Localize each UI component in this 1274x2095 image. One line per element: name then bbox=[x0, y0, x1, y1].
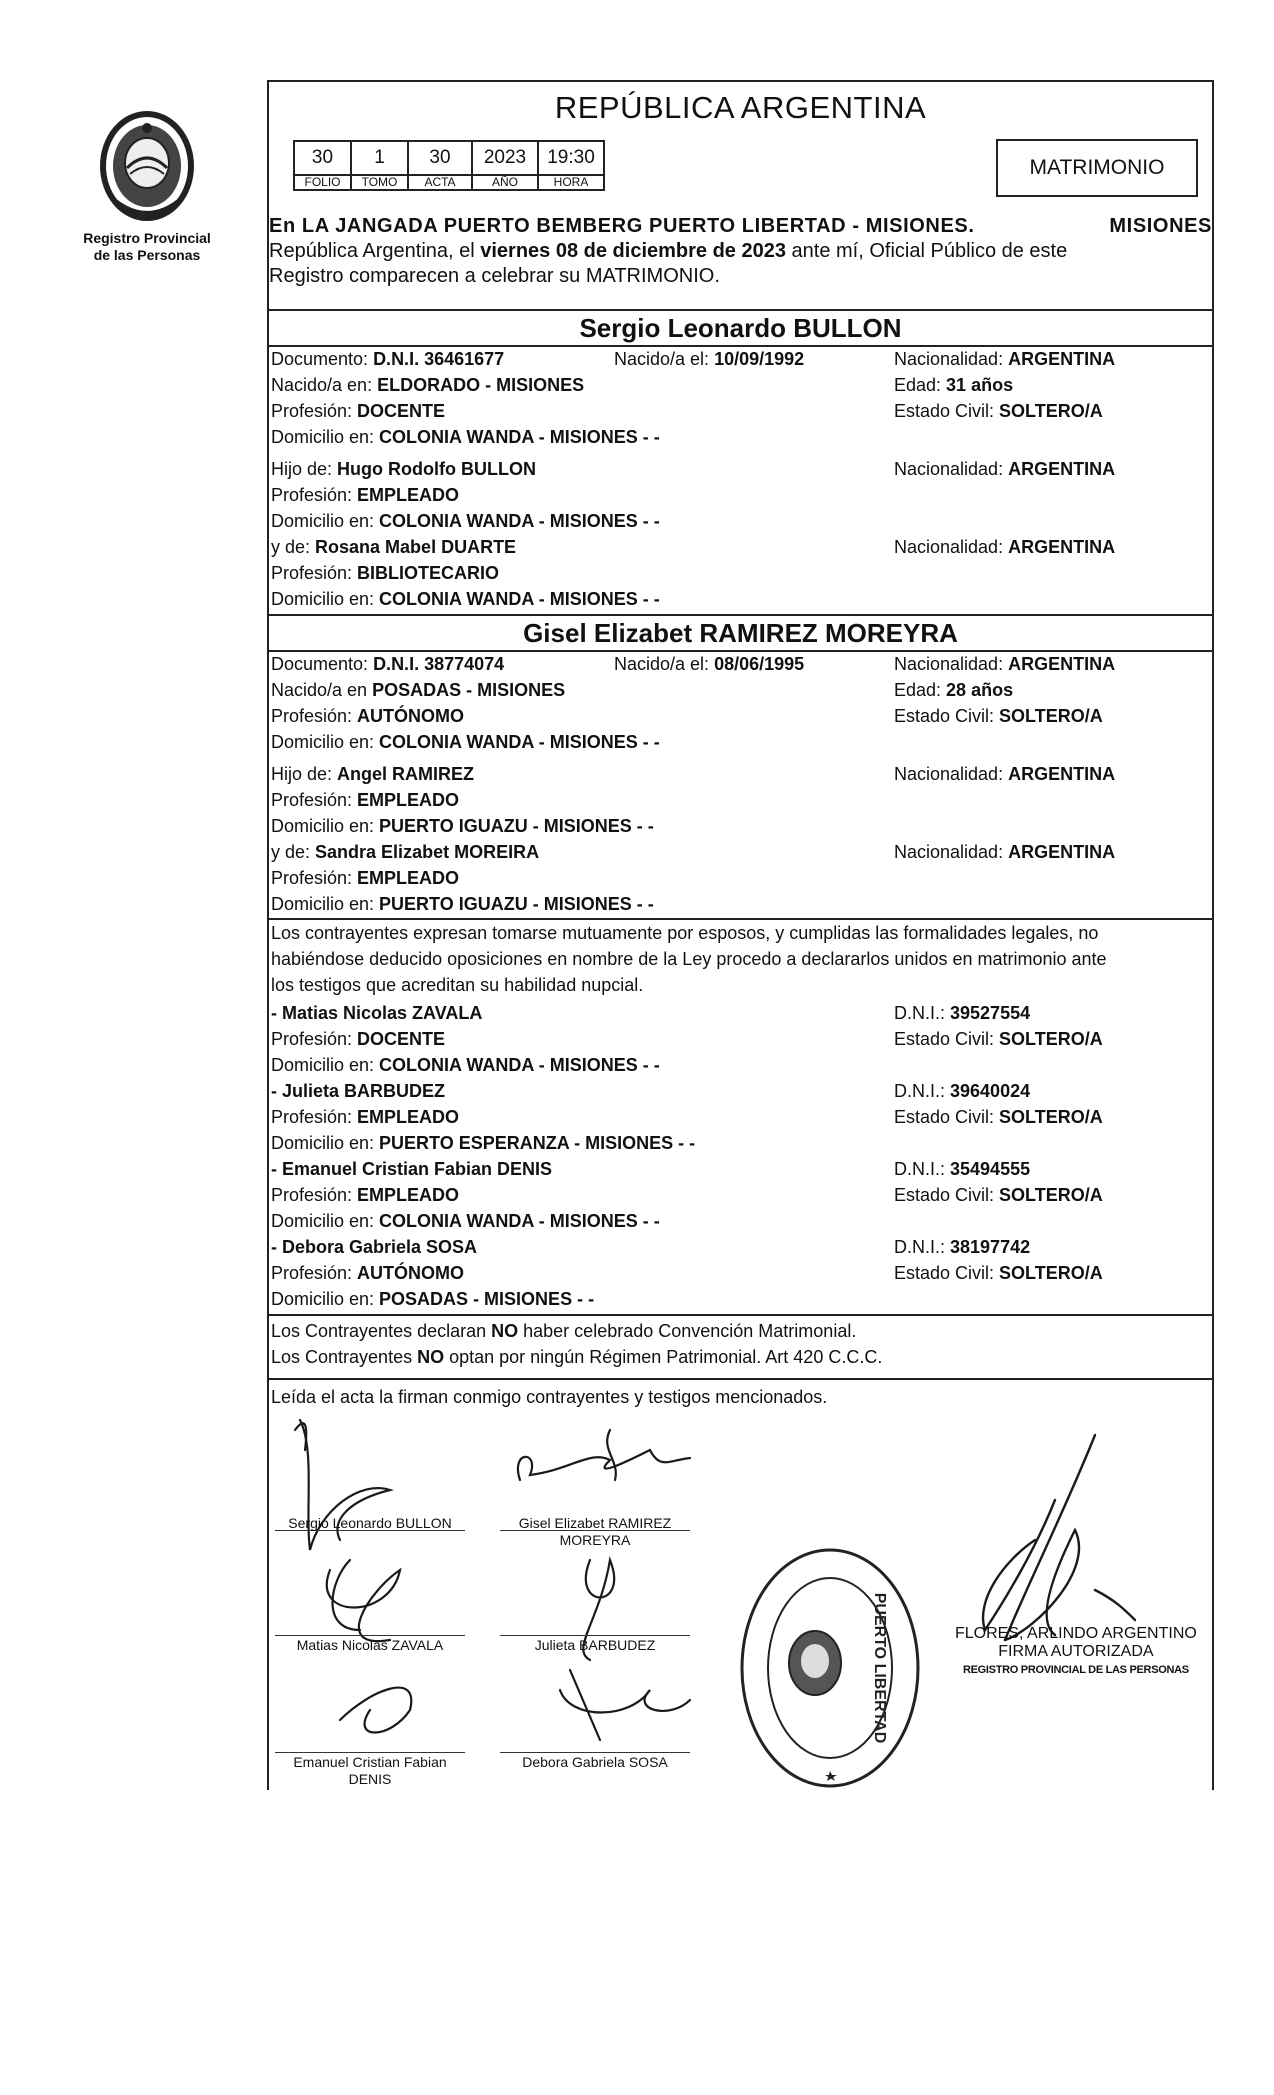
spouse-1-mother-address: COLONIA WANDA - MISIONES - - bbox=[379, 589, 660, 609]
label: Estado Civil: bbox=[894, 401, 1000, 421]
label: Edad: bbox=[894, 680, 947, 700]
label: y de: bbox=[271, 842, 316, 862]
witness-1-address-row bbox=[269, 1052, 1212, 1078]
intro-paragraph bbox=[269, 214, 1212, 289]
spouse-2-father-nationality: ARGENTINA bbox=[1008, 764, 1116, 784]
label: Estado Civil: bbox=[894, 1107, 1000, 1127]
spouse-2-row-1 bbox=[269, 651, 1212, 677]
label: Hijo de: bbox=[271, 764, 338, 784]
label: Nacionalidad: bbox=[894, 537, 1009, 557]
witness-4-profession-row bbox=[269, 1260, 1212, 1286]
intro-line-3: Registro comparecen a celebrar su MATRIMONIO. bbox=[269, 265, 720, 287]
spouse-1-age: 31 años bbox=[946, 375, 1014, 395]
spouse-1-birthplace: ELDORADO - MISIONES bbox=[377, 375, 585, 395]
spouse-2-father-address: PUERTO IGUAZU - MISIONES - - bbox=[379, 816, 654, 836]
label: Documento: bbox=[271, 349, 374, 369]
label: Profesión: bbox=[271, 1185, 358, 1205]
signature-line bbox=[500, 1752, 690, 1753]
registry-logo bbox=[72, 108, 222, 264]
witness-1-profession-row bbox=[269, 1026, 1212, 1052]
spouse-2-mother-address-row bbox=[269, 891, 1212, 917]
signature-label-spouse-2-line-1: Gisel Elizabet RAMIREZ bbox=[518, 1515, 672, 1531]
label: D.N.I.: bbox=[894, 1081, 951, 1101]
witness-3-address-row bbox=[269, 1208, 1212, 1234]
text-emphasis: NO bbox=[491, 1321, 519, 1341]
signature-label-witness-3-line-1: Emanuel Cristian Fabian bbox=[293, 1754, 447, 1770]
witness-2-address: PUERTO ESPERANZA - MISIONES - - bbox=[379, 1133, 696, 1153]
label: Domicilio en: bbox=[271, 589, 380, 609]
spouse-1-father-row bbox=[269, 456, 1212, 482]
spouse-1-profession: DOCENTE bbox=[357, 401, 446, 421]
registry-caption-line-1: Registro Provincial bbox=[83, 230, 211, 246]
spouse-1-father-address-row bbox=[269, 508, 1212, 534]
spouse-2-age: 28 años bbox=[946, 680, 1014, 700]
witness-4-name: - Debora Gabriela SOSA bbox=[271, 1237, 478, 1257]
label: D.N.I.: bbox=[894, 1237, 951, 1257]
label: Profesión: bbox=[271, 1107, 358, 1127]
signature-label-witness-3 bbox=[275, 1754, 465, 1788]
label: Domicilio en: bbox=[271, 427, 380, 447]
provincial-seal-icon bbox=[92, 108, 202, 226]
acta-label: ACTA bbox=[408, 175, 472, 190]
spouse-1-mother-profession: BIBLIOTECARIO bbox=[357, 563, 500, 583]
spouse-2-address: COLONIA WANDA - MISIONES - - bbox=[379, 732, 660, 752]
signature-label-spouse-2 bbox=[500, 1515, 690, 1549]
official-name: FLORES, ARLINDO ARGENTINO bbox=[955, 1625, 1197, 1642]
convention-statement-1 bbox=[271, 1318, 1211, 1344]
tomo-value: 1 bbox=[351, 141, 408, 175]
label: Domicilio en: bbox=[271, 816, 380, 836]
text: haber celebrado Convención Matrimonial. bbox=[518, 1321, 857, 1341]
label: Domicilio en: bbox=[271, 1055, 380, 1075]
spouse-1-nationality: ARGENTINA bbox=[1008, 349, 1116, 369]
label: Nacionalidad: bbox=[894, 654, 1009, 674]
reading-statement: Leída el acta la firman conmigo contrayentes y testigos mencionados. bbox=[271, 1387, 828, 1407]
spouse-2-mother-name: Sandra Elizabet MOREIRA bbox=[315, 842, 540, 862]
spouse-2-profession: AUTÓNOMO bbox=[357, 706, 465, 726]
folio-label: FOLIO bbox=[294, 175, 351, 190]
label: Estado Civil: bbox=[894, 1029, 1000, 1049]
hora-label: HORA bbox=[538, 175, 604, 190]
witness-1-name: - Matias Nicolas ZAVALA bbox=[271, 1003, 483, 1023]
witness-3-profession-row bbox=[269, 1182, 1212, 1208]
spouse-2-mother-address: PUERTO IGUAZU - MISIONES - - bbox=[379, 894, 654, 914]
witness-1-profession: DOCENTE bbox=[357, 1029, 446, 1049]
witness-2-dni: 39640024 bbox=[950, 1081, 1031, 1101]
folio-value: 30 bbox=[294, 141, 351, 175]
intro-line-2 bbox=[269, 239, 1212, 264]
text: Los Contrayentes declaran bbox=[271, 1321, 492, 1341]
spouse-2-row-2 bbox=[269, 677, 1212, 703]
spouse-2-mother-profession: EMPLEADO bbox=[357, 868, 460, 888]
spouse-2-document: D.N.I. 38774074 bbox=[373, 654, 505, 674]
convention-statement-2 bbox=[271, 1344, 1211, 1370]
witness-2-address-row bbox=[269, 1130, 1212, 1156]
spouse-1-name: Sergio Leonardo BULLON bbox=[269, 309, 1212, 347]
label: Profesión: bbox=[271, 1029, 358, 1049]
label: Domicilio en: bbox=[271, 1133, 380, 1153]
spouse-2-birthplace: POSADAS - MISIONES bbox=[372, 680, 566, 700]
spouse-1-father-address: COLONIA WANDA - MISIONES - - bbox=[379, 511, 660, 531]
witness-3-name: - Emanuel Cristian Fabian DENIS bbox=[271, 1159, 553, 1179]
label: Estado Civil: bbox=[894, 1263, 1000, 1283]
official-role: FIRMA AUTORIZADA bbox=[998, 1643, 1154, 1660]
label: Estado Civil: bbox=[894, 706, 1000, 726]
spouse-2-father-name: Angel RAMIREZ bbox=[337, 764, 475, 784]
spouse-1-father-profession: EMPLEADO bbox=[357, 485, 460, 505]
witness-4-dni: 38197742 bbox=[950, 1237, 1031, 1257]
label: Domicilio en: bbox=[271, 732, 380, 752]
label: Profesión: bbox=[271, 790, 358, 810]
witness-3-profession: EMPLEADO bbox=[357, 1185, 460, 1205]
label: Domicilio en: bbox=[271, 1211, 380, 1231]
divider bbox=[269, 1314, 1212, 1316]
label: Nacionalidad: bbox=[894, 842, 1009, 862]
spouse-1-address: COLONIA WANDA - MISIONES - - bbox=[379, 427, 660, 447]
spouse-2-row-3 bbox=[269, 703, 1212, 729]
label: Profesión: bbox=[271, 706, 358, 726]
witness-1-civil-status: SOLTERO/A bbox=[999, 1029, 1103, 1049]
spouse-1-document: D.N.I. 36461677 bbox=[373, 349, 505, 369]
spouse-1-father-profession-row bbox=[269, 482, 1212, 508]
declaration-line-3: los testigos que acreditan su habilidad nupcial. bbox=[271, 975, 644, 995]
text-emphasis: NO bbox=[417, 1347, 445, 1367]
spouse-2-father-profession-row bbox=[269, 787, 1212, 813]
text: Los Contrayentes bbox=[271, 1347, 418, 1367]
label: Documento: bbox=[271, 654, 374, 674]
spouse-2-mother-profession-row bbox=[269, 865, 1212, 891]
spouse-1-mother-nationality: ARGENTINA bbox=[1008, 537, 1116, 557]
witness-3-row bbox=[269, 1156, 1212, 1182]
spouse-1-father-name: Hugo Rodolfo BULLON bbox=[337, 459, 536, 479]
declaration-line-2: habiéndose deducido oposiciones en nombre de la Ley procedo a declararlos unidos en matrimonio ante bbox=[271, 949, 1107, 969]
text: optan por ningún Régimen Patrimonial. Art 420 C.C.C. bbox=[444, 1347, 883, 1367]
ano-label: AÑO bbox=[472, 175, 538, 190]
spouse-2-father-row bbox=[269, 761, 1212, 787]
act-type-box: MATRIMONIO bbox=[996, 139, 1198, 197]
divider bbox=[269, 1378, 1212, 1380]
witness-3-civil-status: SOLTERO/A bbox=[999, 1185, 1103, 1205]
signature-label-spouse-1: Sergio Leonardo BULLON bbox=[288, 1515, 452, 1531]
label: Nacido/a el: bbox=[614, 654, 715, 674]
spouse-2-mother-nationality: ARGENTINA bbox=[1008, 842, 1116, 862]
label: Profesión: bbox=[271, 485, 358, 505]
label: Estado Civil: bbox=[894, 1185, 1000, 1205]
intro-location: En LA JANGADA PUERTO BEMBERG PUERTO LIBERTAD - MISIONES. bbox=[269, 215, 975, 237]
label: Profesión: bbox=[271, 1263, 358, 1283]
spouse-1-mother-address-row bbox=[269, 586, 1212, 612]
spouse-1-mother-name: Rosana Mabel DUARTE bbox=[315, 537, 517, 557]
spouse-2-mother-row bbox=[269, 839, 1212, 865]
witness-4-row bbox=[269, 1234, 1212, 1260]
label: Profesión: bbox=[271, 401, 358, 421]
label: Domicilio en: bbox=[271, 1289, 380, 1309]
intro-text-2: ante mí, Oficial Público de este bbox=[785, 240, 1068, 262]
label: Profesión: bbox=[271, 868, 358, 888]
label: Edad: bbox=[894, 375, 947, 395]
label: Nacionalidad: bbox=[894, 764, 1009, 784]
declaration-paragraph bbox=[271, 920, 1211, 998]
witness-4-profession: AUTÓNOMO bbox=[357, 1263, 465, 1283]
intro-text: República Argentina, el bbox=[269, 240, 481, 262]
label: Nacionalidad: bbox=[894, 459, 1009, 479]
label: Nacido/a en bbox=[271, 680, 373, 700]
spouse-1-row-3 bbox=[269, 398, 1212, 424]
spouse-2-nationality: ARGENTINA bbox=[1008, 654, 1116, 674]
label: y de: bbox=[271, 537, 316, 557]
witness-2-civil-status: SOLTERO/A bbox=[999, 1107, 1103, 1127]
witness-3-dni: 35494555 bbox=[950, 1159, 1031, 1179]
signature-line bbox=[275, 1635, 465, 1636]
intro-line-1 bbox=[269, 214, 1212, 239]
acta-value: 30 bbox=[408, 141, 472, 175]
spouse-1-row-1 bbox=[269, 346, 1212, 372]
intro-date: viernes 08 de diciembre de 2023 bbox=[480, 240, 786, 262]
spouse-2-birthdate: 08/06/1995 bbox=[714, 654, 805, 674]
spouse-2-father-address-row bbox=[269, 813, 1212, 839]
registry-stamp-icon bbox=[735, 1543, 925, 1793]
spouse-2-father-profession: EMPLEADO bbox=[357, 790, 460, 810]
label: Profesión: bbox=[271, 563, 358, 583]
label: Nacido/a en: bbox=[271, 375, 378, 395]
label: Domicilio en: bbox=[271, 894, 380, 914]
authorized-official bbox=[955, 1625, 1197, 1679]
witness-2-row bbox=[269, 1078, 1212, 1104]
spouse-2-name: Gisel Elizabet RAMIREZ MOREYRA bbox=[269, 614, 1212, 652]
spouse-1-mother-row bbox=[269, 534, 1212, 560]
official-registry: REGISTRO PROVINCIAL DE LAS PERSONAS bbox=[962, 1664, 1189, 1676]
registry-caption-line-2: de las Personas bbox=[93, 247, 201, 263]
witness-2-profession: EMPLEADO bbox=[357, 1107, 460, 1127]
record-reference-table bbox=[293, 140, 605, 191]
witness-1-row bbox=[269, 1000, 1212, 1026]
signature-label-witness-1: Matias Nicolas ZAVALA bbox=[296, 1637, 444, 1653]
spouse-1-row-4 bbox=[269, 424, 1212, 450]
witness-1-dni: 39527554 bbox=[950, 1003, 1031, 1023]
label: Nacido/a el: bbox=[614, 349, 715, 369]
declaration-line-1: Los contrayentes expresan tomarse mutuamente por esposos, y cumplidas las formalidades legales, no bbox=[271, 923, 1099, 943]
signature-line bbox=[275, 1752, 465, 1753]
label: D.N.I.: bbox=[894, 1159, 951, 1179]
witness-4-civil-status: SOLTERO/A bbox=[999, 1263, 1103, 1283]
spouse-1-civil-status: SOLTERO/A bbox=[999, 401, 1103, 421]
hora-value: 19:30 bbox=[538, 141, 604, 175]
spouse-1-father-nationality: ARGENTINA bbox=[1008, 459, 1116, 479]
registry-caption bbox=[72, 230, 222, 264]
ano-value: 2023 bbox=[472, 141, 538, 175]
witness-2-profession-row bbox=[269, 1104, 1212, 1130]
signature-label-witness-3-line-2: DENIS bbox=[348, 1771, 392, 1787]
signature-label-witness-4: Debora Gabriela SOSA bbox=[522, 1754, 668, 1770]
document-title: REPÚBLICA ARGENTINA bbox=[554, 90, 927, 125]
signature-label-spouse-2-line-2: MOREYRA bbox=[559, 1532, 631, 1548]
spouse-2-civil-status: SOLTERO/A bbox=[999, 706, 1103, 726]
label: Nacionalidad: bbox=[894, 349, 1009, 369]
intro-province: MISIONES bbox=[1109, 215, 1212, 237]
label: D.N.I.: bbox=[894, 1003, 951, 1023]
spouse-1-birthdate: 10/09/1992 bbox=[714, 349, 805, 369]
spouse-2-row-4 bbox=[269, 729, 1212, 755]
witness-4-address-row bbox=[269, 1286, 1212, 1312]
tomo-label: TOMO bbox=[351, 175, 408, 190]
signature-label-witness-2: Julieta BARBUDEZ bbox=[534, 1637, 656, 1653]
spouse-1-row-2 bbox=[269, 372, 1212, 398]
signature-line bbox=[500, 1635, 690, 1636]
witness-4-address: POSADAS - MISIONES - - bbox=[379, 1289, 595, 1309]
label: Hijo de: bbox=[271, 459, 338, 479]
witness-1-address: COLONIA WANDA - MISIONES - - bbox=[379, 1055, 660, 1075]
witness-2-name: - Julieta BARBUDEZ bbox=[271, 1081, 446, 1101]
witness-3-address: COLONIA WANDA - MISIONES - - bbox=[379, 1211, 660, 1231]
spouse-1-mother-profession-row bbox=[269, 560, 1212, 586]
stamp-inner-text: PUERTO LIBERTAD bbox=[871, 1592, 888, 1744]
label: Domicilio en: bbox=[271, 511, 380, 531]
